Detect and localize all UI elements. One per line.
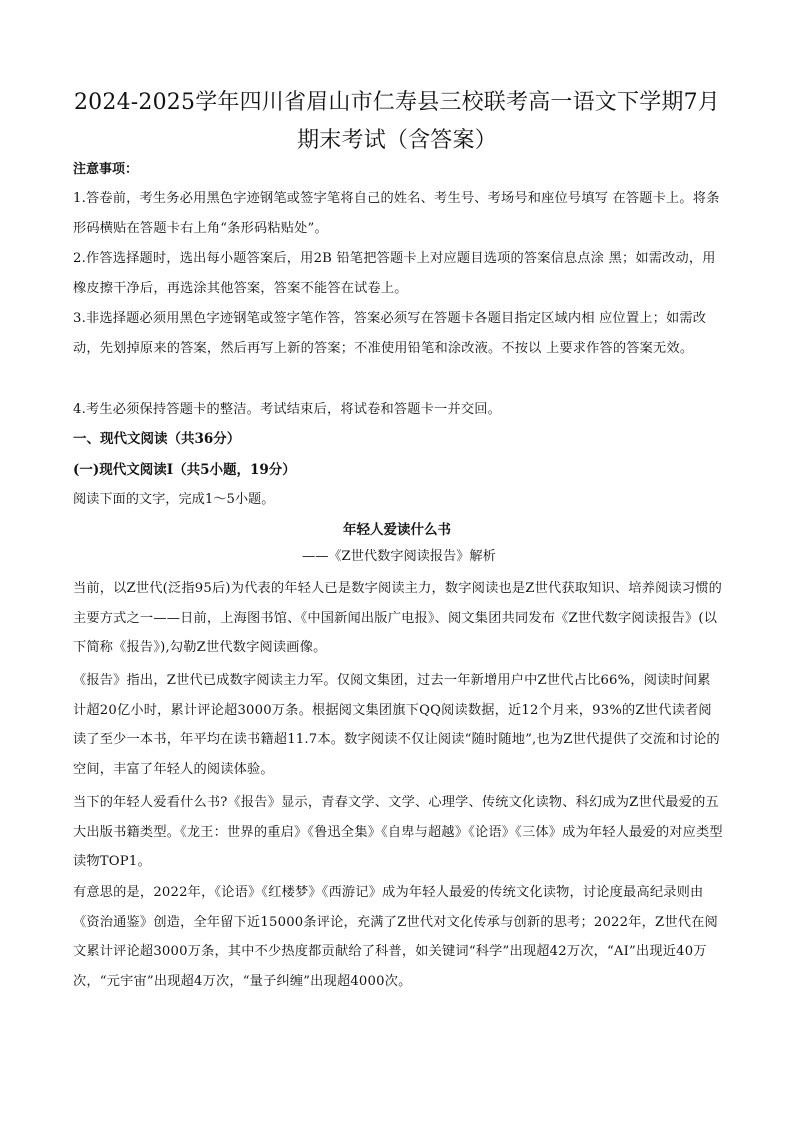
notice-item-1: 1.答卷前，考生务必用黑色字迹钢笔或签字笔将自己的姓名、考生号、考场号和座位号填写 在答题卡上。将条形码横贴在答题卡右上角“条形码粘贴处”。 <box>73 191 720 236</box>
reading-instruction: 阅读下面的文字，完成1～5小题。 <box>73 492 275 507</box>
article-subtitle: ——《Z世代数字阅读报告》解析 <box>302 549 496 564</box>
section-heading: 一、现代文阅读（共36分） <box>73 431 241 447</box>
notice-item-3: 3.非选择题必须用黑色字迹钢笔或签字笔作答，答案必须写在答题卡各题目指定区域内相 应位置上；如需改动，先划掉原来的答案，然后再写上新的答案；不准使用铅笔和涂改液。不按以 上要求作答的答案无效。 <box>73 311 707 356</box>
title-line-2: 期末考试（含答案） <box>297 128 497 153</box>
document-title <box>60 84 734 160</box>
notice-heading: 注意事项： <box>73 162 139 177</box>
article-title: 年轻人爱读什么书 <box>343 522 451 538</box>
title-line-1: 2024-2025学年四川省眉山市仁寿县三校联考高一语文下学期7月 <box>73 90 720 115</box>
subsection-heading: (一)现代文阅读I（共5小题，19分） <box>73 462 296 478</box>
article-paragraph-2: 《报告》指出，Z世代已成数字阅读主力军。仅阅文集团，过去一年新增用户中Z世代占比66%，阅读时间累计超20亿小时，累计评论超3000万条。根据阅文集团旗下QQ阅读数据，近12个月来，93%的Z世代读者阅读了至少一本书，年平均在读书籍超11.7本。数字阅读不仅让阅读“随时随地”,也为Z世代提供了交流和讨论的空间，丰富了年轻人的阅读体验。 <box>73 673 720 777</box>
notice-item-2: 2.作答选择题时，选出每小题答案后，用2B 铅笔把答题卡上对应题目选项的答案信息点涂 黑；如需改动，用橡皮擦干净后，再选涂其他答案，答案不能答在试卷上。 <box>73 251 716 296</box>
article-paragraph-1: 当前，以Z世代(泛指95后)为代表的年轻人已是数字阅读主力，数字阅读也是Z世代获取知识、培养阅读习惯的主要方式之一——日前，上海图书馆、《中国新闻出版广电报》、阅文集团共同发布《Z世代数字阅读报告》(以下简称《报告》),勾勒Z世代数字阅读画像。 <box>73 581 723 655</box>
article-paragraph-4: 有意思的是，2022年，《论语》《红楼梦》《西游记》成为年轻人最爱的传统文化读物，讨论度最高纪录则由《资治通鉴》创造，全年留下近15000条评论，充满了Z世代对文化传承与创新的思考；2022年，Z世代在阅文累计评论超3000万条，其中不少热度都贡献给了科普，如关键词“科学”出现超42万次，“AI”出现近40万次，“元宇宙”出现超4万次，“量子纠缠”出现超4000次。 <box>73 885 718 989</box>
article-paragraph-3: 当下的年轻人爱看什么书?《报告》显示，青春文学、文学、心理学、传统文化读物、科幻成为Z世代最爱的五大出版书籍类型。《龙王：世界的重启》《鲁迅全集》《自卑与超越》《论语》《三体》成为年轻人最爱的对应类型读物TOP1。 <box>73 795 723 869</box>
notice-item-4: 4.考生必须保持答题卡的整洁。考试结束后，将试卷和答题卡一并交回。 <box>73 402 501 417</box>
